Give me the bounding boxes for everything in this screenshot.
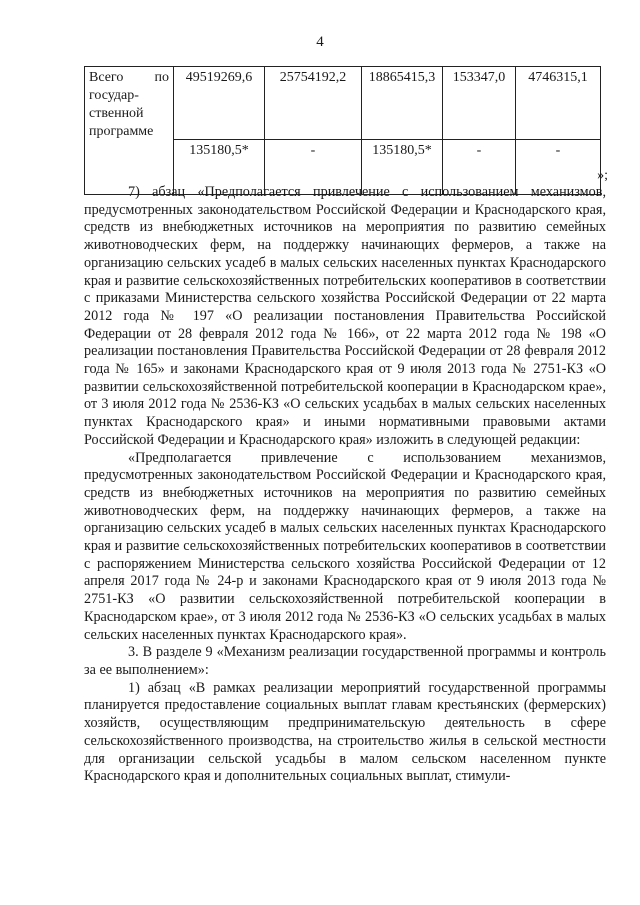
table-cell: 153347,0 [443,67,516,140]
table-row-label: Всего по государ-ственной программе [85,67,174,195]
paragraph: «Предполагается привлечение с использованием механизмов, предусмотренных законодательством Российской Федерации и Краснодарского края, средств из внебюджетных источников на мероприятия по развитию семейных животноводческих ферм, на поддержку начинающих фермеров, а также на организацию сельских усадеб в малых сельских населенных пунктах Краснодарского края и развитие сельскохозяйственных потребительских кооперативов в соответствии с распоряжением Министерства сельского хозяйства Российской Федерации от 12 апреля 2017 года № 24-р и законами Краснодарского края от 9 июля 2013 года № 2751-КЗ «О развитии сельскохозяйственной потребительской кооперации в Краснодарском крае», от 3 июля 2012 года № 2536-КЗ «О сельских усадьбах в малых сельских населенных пунктах Краснодарского края». [84,449,606,643]
table-cell: 135180,5* [174,140,265,195]
table-cell: 49519269,6 [174,67,265,140]
paragraph: 1) абзац «В рамках реализации мероприятий государственной программы планируется предоставление социальных выплат главам крестьянских (фермерских) хозяйств, осуществляющим предпринимательскую деятельность в сфере сельскохозяйственного производства, на строительство жилья в сельской местности для организации сельской усадьбы в малом сельском населенном пункте Краснодарского края и дополнительных социальных выплат, стимули- [84,679,606,785]
table-row [85,67,601,140]
table-cell: 4746315,1 [516,67,601,140]
table-cell: - [516,140,601,195]
budget-table [84,66,601,195]
table-cell: 18865415,3 [362,67,443,140]
quote-close: »; [597,168,608,183]
document-body [84,184,606,786]
table-cell: 25754192,2 [265,67,362,140]
table-cell: - [265,140,362,195]
table-cell: 135180,5* [362,140,443,195]
paragraph: 3. В разделе 9 «Механизм реализации государственной программы и контроль за ее выполнением»: [84,644,606,678]
table-cell: - [443,140,516,195]
page-number: 4 [316,34,324,50]
paragraph: 7) абзац «Предполагается привлечение с использованием механизмов, предусмотренных законодательством Российской Федерации и Краснодарского края, средств из внебюджетных источников на мероприятия по развитию семейных животноводческих ферм, на поддержку начинающих фермеров, а также на организацию сельских усадеб в малых сельских населенных пунктах Краснодарского края и развитие сельскохозяйственных потребительских кооперативов в соответствии с приказами Министерства сельского хозяйства Российской Федерации от 22 марта 2012 года № 197 «О реализации постановления Правительства Российской Федерации от 28 февраля 2012 года № 166», от 22 марта 2012 года № 198 «О реализации постановления Правительства Российской Федерации от 28 февраля 2012 года № 165» и законами Краснодарского края от 9 июля 2013 года № 2751-КЗ «О развитии сельскохозяйственной потребительской кооперации в Краснодарском крае», от 3 июля 2012 года № 2536-КЗ «О сельских усадьбах в малых сельских населенных пунктах Краснодарского края» и иными нормативными правовыми актами Российской Федерации и Краснодарского края» изложить в следующей редакции: [84,184,606,448]
